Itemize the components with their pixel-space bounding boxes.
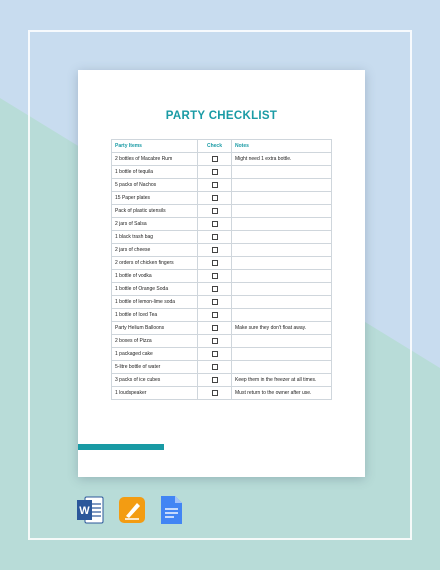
check-cell [198,257,232,270]
notes-cell [232,218,332,231]
word-icon[interactable] [77,495,104,525]
check-cell [198,270,232,283]
party-item-cell: Pack of plastic utensils [112,205,198,218]
notes-cell [232,244,332,257]
table-row [112,270,332,283]
party-item-cell: 1 packaged cake [112,348,198,361]
checkbox[interactable] [212,169,218,175]
party-item-cell: 5-litre bottle of water [112,361,198,374]
check-cell [198,244,232,257]
notes-cell [232,270,332,283]
party-item-cell: 2 boxes of Pizza [112,335,198,348]
notes-cell [232,296,332,309]
table-row [112,361,332,374]
notes-cell [232,192,332,205]
check-cell [198,387,232,400]
party-item-cell: 2 orders of chicken fingers [112,257,198,270]
checkbox[interactable] [212,195,218,201]
check-cell [198,322,232,335]
party-item-cell: 1 bottle of tequila [112,166,198,179]
checkbox[interactable] [212,156,218,162]
notes-cell [232,231,332,244]
checkbox[interactable] [212,377,218,383]
notes-cell: Must return to the owner after use. [232,387,332,400]
party-item-cell: 15 Paper plates [112,192,198,205]
notes-cell: Keep them in the freezer at all times. [232,374,332,387]
checkbox[interactable] [212,273,218,279]
party-item-cell: 2 jars of cheese [112,244,198,257]
table-row [112,205,332,218]
notes-cell [232,348,332,361]
party-item-cell: 1 bottle of Orange Soda [112,283,198,296]
google-docs-icon[interactable] [159,495,186,525]
party-item-cell: 1 bottle of lemon-lime soda [112,296,198,309]
checkbox[interactable] [212,260,218,266]
party-item-cell: 1 bottle of Iced Tea [112,309,198,322]
check-cell [198,309,232,322]
header-notes: Notes [232,140,332,153]
party-item-cell: 1 bottle of vodka [112,270,198,283]
notes-cell [232,335,332,348]
table-row [112,335,332,348]
table-row [112,348,332,361]
table-row [112,244,332,257]
notes-cell [232,309,332,322]
party-item-cell: 1 black trash bag [112,231,198,244]
party-item-cell: 3 packs of ice cubes [112,374,198,387]
checkbox[interactable] [212,325,218,331]
pages-icon[interactable] [119,495,146,525]
checkbox[interactable] [212,364,218,370]
document-title: PARTY CHECKLIST [165,110,278,122]
check-cell [198,231,232,244]
checkbox[interactable] [212,338,218,344]
checkbox[interactable] [212,182,218,188]
document-page [78,70,365,477]
checkbox[interactable] [212,221,218,227]
party-item-cell: 5 packs of Nachos [112,179,198,192]
check-cell [198,192,232,205]
check-cell [198,153,232,166]
check-cell [198,374,232,387]
header-check: Check [198,140,232,153]
table-header-row [112,140,332,153]
check-cell [198,218,232,231]
checkbox[interactable] [212,312,218,318]
party-item-cell: Party Helium Balloons [112,322,198,335]
check-cell [198,361,232,374]
notes-cell [232,283,332,296]
table-row [112,166,332,179]
notes-cell [232,205,332,218]
checkbox[interactable] [212,247,218,253]
table-row [112,153,332,166]
checklist-table [111,139,332,400]
checkbox[interactable] [212,208,218,214]
check-cell [198,205,232,218]
notes-cell: Might need 1 extra bottle. [232,153,332,166]
table-row [112,322,332,335]
party-item-cell: 1 loudspeaker [112,387,198,400]
table-row [112,309,332,322]
table-row [112,192,332,205]
accent-bar [78,444,164,450]
check-cell [198,179,232,192]
check-cell [198,335,232,348]
notes-cell [232,257,332,270]
table-row [112,257,332,270]
checkbox[interactable] [212,286,218,292]
checkbox[interactable] [212,299,218,305]
party-item-cell: 2 bottles of Macabre Rum [112,153,198,166]
check-cell [198,348,232,361]
table-row [112,387,332,400]
check-cell [198,166,232,179]
party-item-cell: 2 jars of Salsa [112,218,198,231]
table-row [112,218,332,231]
checkbox[interactable] [212,351,218,357]
check-cell [198,283,232,296]
notes-cell [232,361,332,374]
table-row [112,231,332,244]
notes-cell: Make sure they don't float away. [232,322,332,335]
notes-cell [232,179,332,192]
svg-text:W: W [79,505,90,517]
header-party-items: Party Items [112,140,198,153]
table-row [112,296,332,309]
check-cell [198,296,232,309]
checkbox[interactable] [212,390,218,396]
table-row [112,374,332,387]
notes-cell [232,166,332,179]
table-row [112,283,332,296]
table-row [112,179,332,192]
checkbox[interactable] [212,234,218,240]
